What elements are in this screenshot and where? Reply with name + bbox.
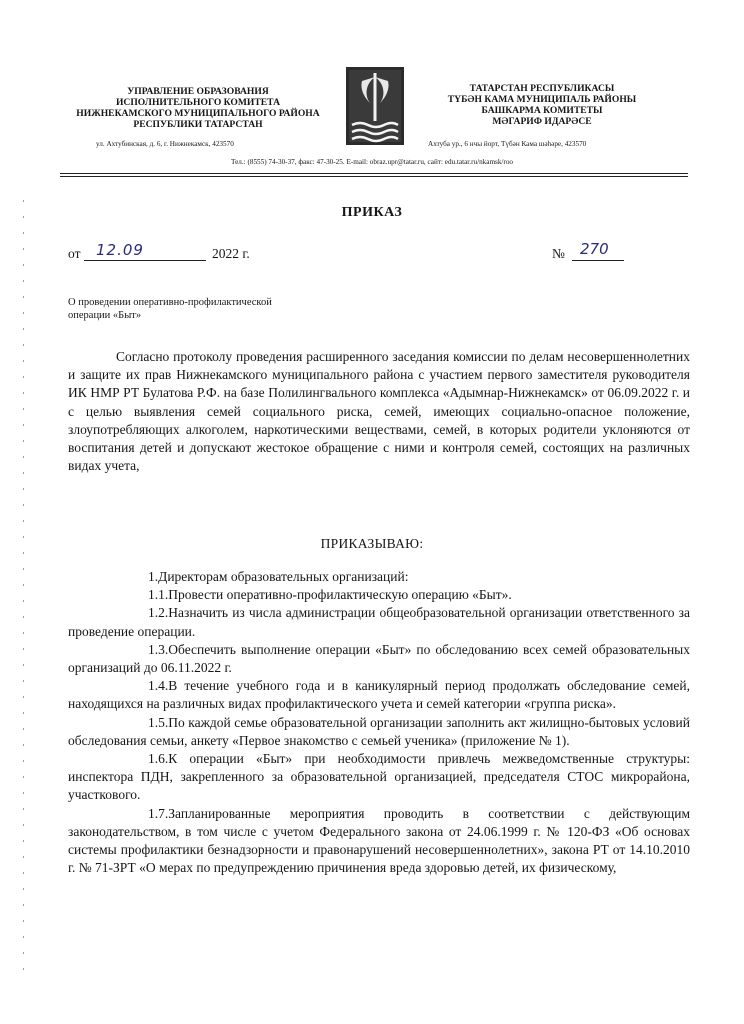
date-underline bbox=[84, 260, 206, 261]
number-handwritten: 270 bbox=[580, 240, 609, 258]
header-right-line: БАШКАРМА КОМИТЕТЫ bbox=[481, 105, 603, 116]
date-year: 2022 г. bbox=[212, 246, 250, 261]
item-text: Запланированные мероприятия проводить в соответствии с действующим законодательством, в том числе с учетом Федерального закона от 24.06.1999 г. № 120-ФЗ «Об основах системы профилактики безнадзорности и правонарушений несовершеннолетних», закона РТ от 14.10.2010 г. № 71-ЗРТ «О мерах по предупреждению причинения вреда здоровью детей, их физическому, bbox=[68, 805, 690, 876]
item-text: К операции «Быт» при необходимости привлечь межведомственные структуры: инспектора ПДН, закрепленного за образовательной организацией, председателя СТОС микрорайона, участкового. bbox=[68, 751, 690, 803]
item-text: По каждой семье образовательной организации заполнить акт жилищно-бытовых условий обследования семьи, анкету «Первое знакомство с семьей ученика» (приложение № 1). bbox=[68, 714, 690, 748]
header-left-line: РЕСПУБЛИКИ ТАТАРСТАН bbox=[133, 119, 263, 130]
item-text: Директорам образовательных организаций: bbox=[158, 569, 409, 584]
order-heading: ПРИКАЗЫВАЮ: bbox=[320, 536, 424, 551]
order-item bbox=[68, 604, 690, 640]
header-right-line: ТҮБӘН КАМА МУНИЦИПАЛЬ РАЙОНЫ bbox=[447, 94, 637, 105]
header-contacts: Тел.: (8555) 74-30-37, факс: 47-30-25. E-mail: obraz.upr@tatar.ru, сайт: edu.tatar.ru/nkamsk/roo bbox=[230, 158, 514, 166]
header-right-line: ТАТАРСТАН РЕСПУБЛИКАСЫ bbox=[469, 83, 615, 94]
item-number: 1.6. bbox=[148, 751, 169, 767]
item-number: 1.2. bbox=[148, 605, 169, 621]
item-number: 1.4. bbox=[148, 678, 169, 694]
item-number: 1.7. bbox=[148, 805, 169, 821]
order-item bbox=[68, 641, 690, 677]
header-right-address: Ахтуба ур., 6 нчы йорт, Түбән Кама шәһәре, 423570 bbox=[428, 140, 587, 148]
document-subject bbox=[68, 296, 368, 322]
preamble-paragraph: Согласно протоколу проведения расширенного заседания комиссии по делам несовершеннолетних и защите их прав Нижнекамского муниципального района с участием первого заместителя руководителя ИК НМР РТ Булатова Р.Ф. на базе Полилингвального комплекса «Адымнар-Нижнекамск» от 06.09.2022 г. и с целью выявления семей социального риска, семей, имеющих социально-опасное положение, злоупотребляющих алкоголем, наркотическими веществами, семей, в которых родители уклоняются от воспитания детей и допускают жестокое обращение с ними и контроля семей, состоящих на различных видах учета, bbox=[68, 349, 690, 474]
header-left-line: ИСПОЛНИТЕЛЬНОГО КОМИТЕТА bbox=[115, 97, 281, 108]
header-left-org bbox=[58, 86, 338, 130]
order-item bbox=[68, 586, 690, 604]
item-number: 1.1. bbox=[148, 587, 169, 603]
date-prefix: от bbox=[68, 246, 81, 261]
header-left-line: УПРАВЛЕНИЕ ОБРАЗОВАНИЯ bbox=[127, 86, 269, 97]
header-divider-thin bbox=[60, 176, 688, 177]
item-text: Обеспечить выполнение операции «Быт» по обследованию всех семей образовательных организаций до 06.11.2022 г. bbox=[68, 641, 690, 676]
header-right-line: МӘГАРИФ ИДАРӘСЕ bbox=[492, 116, 592, 127]
subject-line: операции «Быт» bbox=[68, 310, 142, 321]
item-text: Провести оперативно-профилактическую операцию «Быт». bbox=[168, 587, 512, 603]
number-underline bbox=[572, 260, 624, 261]
order-item bbox=[68, 714, 690, 750]
item-number: 1.3. bbox=[148, 641, 169, 657]
order-item bbox=[68, 677, 690, 713]
header-left-line: НИЖНЕКАМСКОГО МУНИЦИПАЛЬНОГО РАЙОНА bbox=[76, 108, 320, 119]
header-divider bbox=[60, 173, 688, 174]
date-handwritten: 12.09 bbox=[96, 241, 144, 259]
order-item bbox=[68, 805, 690, 878]
item-text: Назначить из числа администрации общеобразовательной организации ответственного за проведение операции. bbox=[68, 605, 690, 639]
item-number: 1.5. bbox=[148, 714, 169, 730]
document-title: ПРИКАЗ bbox=[341, 205, 403, 220]
scan-margin-marks bbox=[22, 200, 25, 980]
header-left-address: ул. Ахтубинская, д. 6, г. Нижнекамск, 423570 bbox=[96, 140, 234, 148]
order-items bbox=[68, 568, 690, 877]
order-item bbox=[68, 750, 690, 805]
order-item bbox=[68, 568, 690, 586]
item-text: В течение учебного года и в каникулярный период продолжать обследование семей, находящихся на различных видах профилактического учета и семей категории «группа риска». bbox=[68, 678, 690, 712]
subject-line: О проведении оперативно-профилактической bbox=[68, 297, 272, 308]
item-number: 1. bbox=[148, 569, 159, 584]
coat-of-arms-emblem bbox=[346, 67, 404, 145]
header-right-org bbox=[418, 83, 666, 127]
number-label: № bbox=[552, 246, 565, 261]
